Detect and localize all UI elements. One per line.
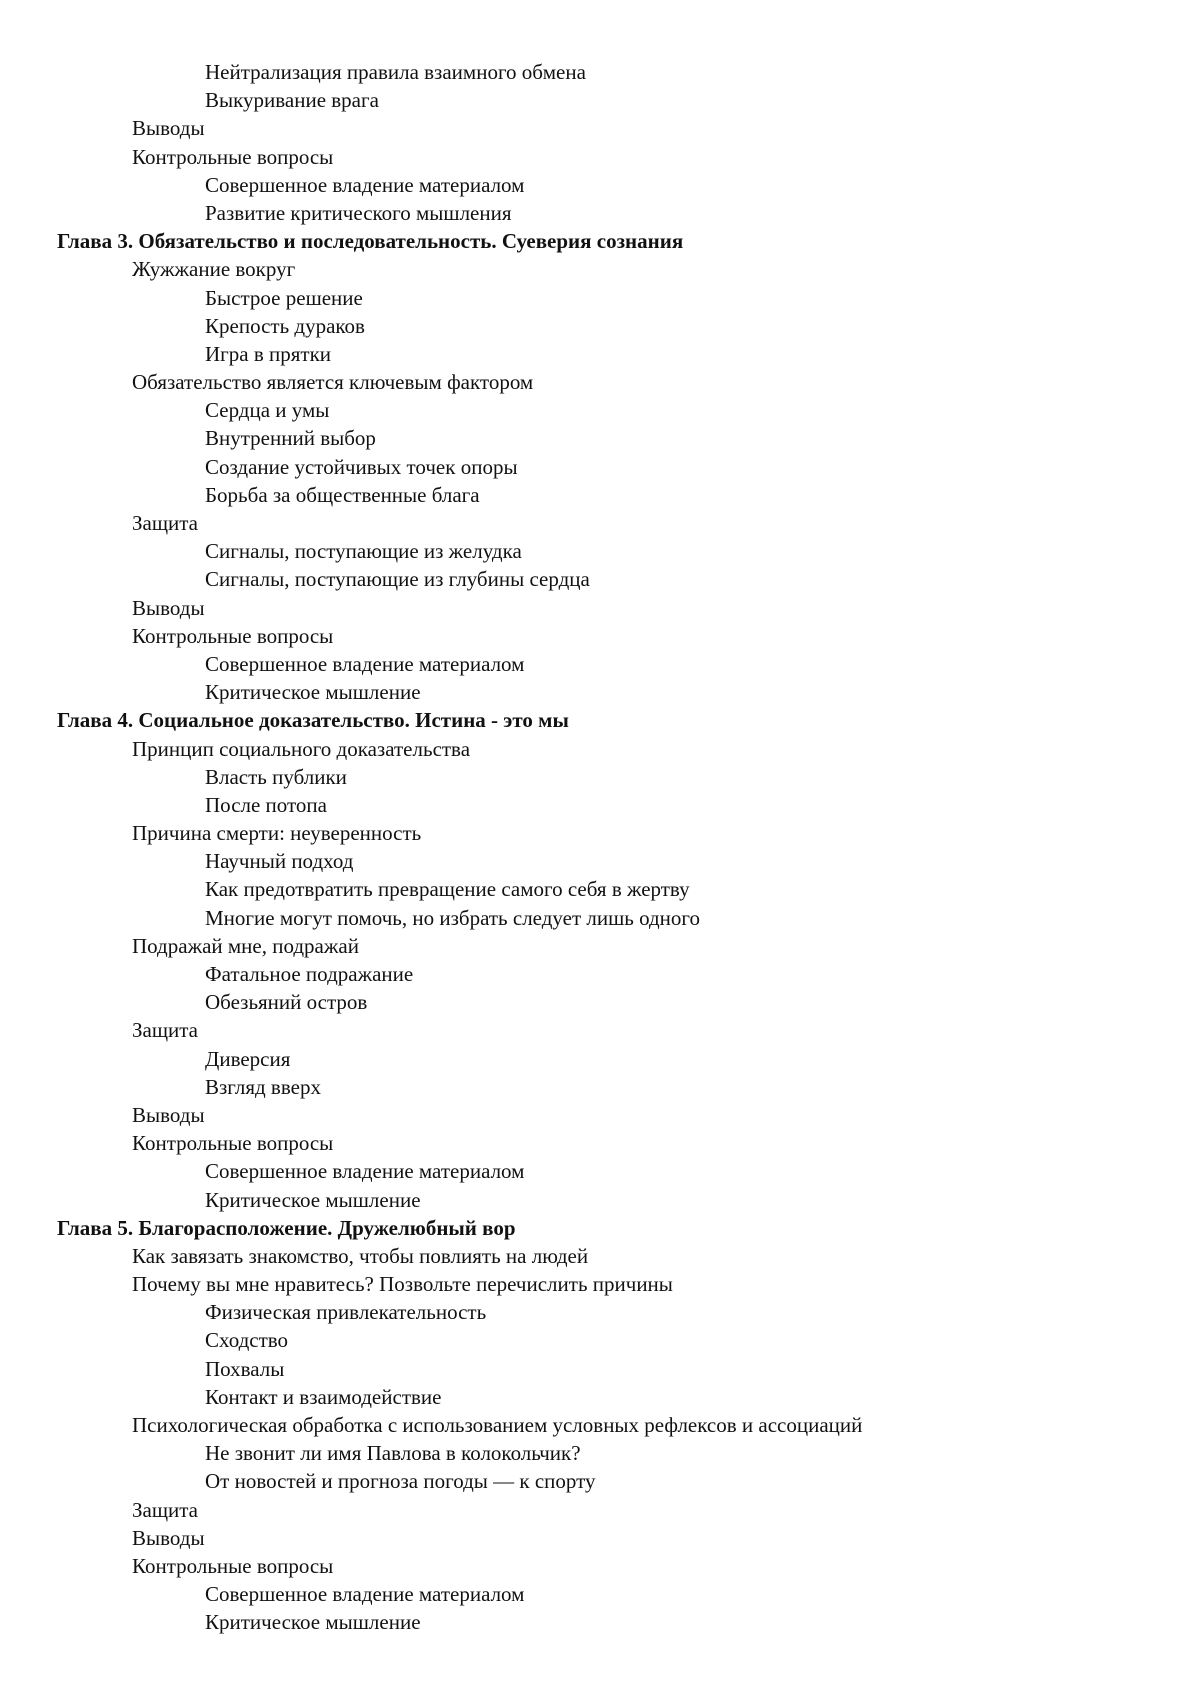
subsection-item: Сигналы, поступающие из желудка xyxy=(0,537,1200,565)
section-item: Контрольные вопросы xyxy=(0,143,1200,171)
subsection-item: Сходство xyxy=(0,1326,1200,1354)
subsection-item: Физическая привлекательность xyxy=(0,1298,1200,1326)
subsection-item: Внутренний выбор xyxy=(0,424,1200,452)
section-item: Выводы xyxy=(0,114,1200,142)
section-item: Защита xyxy=(0,1016,1200,1044)
subsection-item: Выкуривание врага xyxy=(0,86,1200,114)
section-item: Причина смерти: неуверенность xyxy=(0,819,1200,847)
section-item: Принцип социального доказательства xyxy=(0,735,1200,763)
subsection-item: Сердца и умы xyxy=(0,396,1200,424)
subsection-item: Совершенное владение материалом xyxy=(0,1157,1200,1185)
subsection-item: Критическое мышление xyxy=(0,678,1200,706)
section-item: Контрольные вопросы xyxy=(0,1552,1200,1580)
subsection-item: Борьба за общественные блага xyxy=(0,481,1200,509)
subsection-item: Игра в прятки xyxy=(0,340,1200,368)
subsection-item: Похвалы xyxy=(0,1355,1200,1383)
subsection-item: Контакт и взаимодействие xyxy=(0,1383,1200,1411)
section-item: Выводы xyxy=(0,594,1200,622)
section-item: Как завязать знакомство, чтобы повлиять на людей xyxy=(0,1242,1200,1270)
subsection-item: Научный подход xyxy=(0,847,1200,875)
section-item: Жужжание вокруг xyxy=(0,255,1200,283)
subsection-item: От новостей и прогноза погоды — к спорту xyxy=(0,1467,1200,1495)
table-of-contents xyxy=(0,58,1200,1637)
chapter-heading: Глава 5. Благорасположение. Дружелюбный вор xyxy=(0,1214,1200,1242)
subsection-item: Власть публики xyxy=(0,763,1200,791)
section-item: Защита xyxy=(0,509,1200,537)
section-item: Подражай мне, подражай xyxy=(0,932,1200,960)
subsection-item: Создание устойчивых точек опоры xyxy=(0,453,1200,481)
subsection-item: Совершенное владение материалом xyxy=(0,1580,1200,1608)
section-item: Обязательство является ключевым фактором xyxy=(0,368,1200,396)
chapter-heading: Глава 3. Обязательство и последовательность. Суеверия сознания xyxy=(0,227,1200,255)
subsection-item: Критическое мышление xyxy=(0,1608,1200,1636)
section-item: Психологическая обработка с использованием условных рефлексов и ассоциаций xyxy=(0,1411,1200,1439)
section-item: Контрольные вопросы xyxy=(0,622,1200,650)
subsection-item: Диверсия xyxy=(0,1045,1200,1073)
subsection-item: Крепость дураков xyxy=(0,312,1200,340)
section-item: Почему вы мне нравитесь? Позвольте перечислить причины xyxy=(0,1270,1200,1298)
chapter-heading: Глава 4. Социальное доказательство. Истина - это мы xyxy=(0,706,1200,734)
subsection-item: Развитие критического мышления xyxy=(0,199,1200,227)
subsection-item: Совершенное владение материалом xyxy=(0,171,1200,199)
subsection-item: Критическое мышление xyxy=(0,1186,1200,1214)
subsection-item: Не звонит ли имя Павлова в колокольчик? xyxy=(0,1439,1200,1467)
section-item: Выводы xyxy=(0,1101,1200,1129)
subsection-item: Сигналы, поступающие из глубины сердца xyxy=(0,565,1200,593)
subsection-item: Взгляд вверх xyxy=(0,1073,1200,1101)
subsection-item: Нейтрализация правила взаимного обмена xyxy=(0,58,1200,86)
subsection-item: Как предотвратить превращение самого себя в жертву xyxy=(0,875,1200,903)
section-item: Контрольные вопросы xyxy=(0,1129,1200,1157)
subsection-item: Фатальное подражание xyxy=(0,960,1200,988)
section-item: Выводы xyxy=(0,1524,1200,1552)
subsection-item: Обезьяний остров xyxy=(0,988,1200,1016)
subsection-item: Быстрое решение xyxy=(0,284,1200,312)
subsection-item: Совершенное владение материалом xyxy=(0,650,1200,678)
section-item: Защита xyxy=(0,1496,1200,1524)
subsection-item: Многие могут помочь, но избрать следует лишь одного xyxy=(0,904,1200,932)
subsection-item: После потопа xyxy=(0,791,1200,819)
